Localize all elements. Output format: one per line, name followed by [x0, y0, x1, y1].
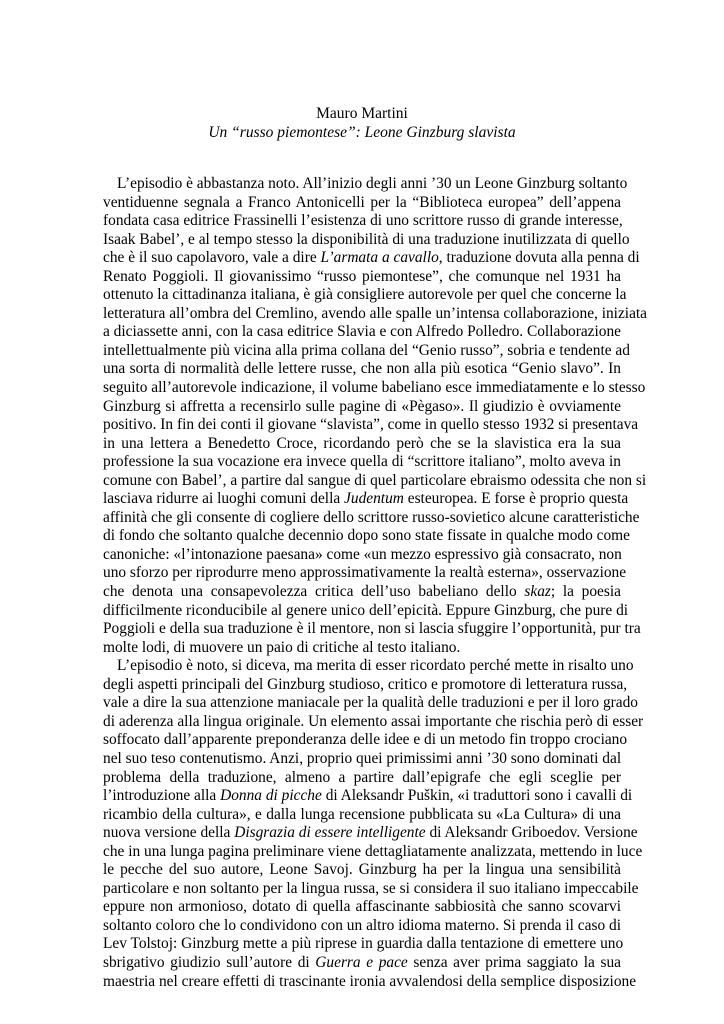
text-line	[103, 769, 621, 788]
text-line	[103, 212, 621, 231]
text-run: Poggioli e della sua traduzione è il mentore, non si lascia sfuggire l’opportunità, pur tra	[103, 620, 641, 638]
text-run: intellettualmente più vicina alla prima collana del “Genio russo”, sobria e tendente ad	[103, 341, 630, 359]
text-line	[103, 341, 630, 361]
text-line	[103, 194, 621, 213]
text-run: soffocato dall’apparente preponderanza delle idee e di un metodo fin troppo crociano	[103, 731, 628, 749]
text-run: eppure non armonioso, dotato di quella affascinante sabbiosità che sanno scovarvi	[103, 898, 621, 916]
text-run: lasciava ridurre ai luoghi comuni della	[103, 490, 345, 508]
text-run: uno sforzo per riprodurre meno approssimativamente la realtà esterna», osservazione	[103, 564, 627, 582]
text-line	[103, 972, 637, 992]
text-line	[103, 230, 630, 250]
text-line	[103, 806, 621, 825]
text-run: seguito all’autorevole indicazione, il volume babeliano esce immediatamente e lo stesso	[103, 379, 646, 397]
text-run: nel suo teso contenutismo. Anzi, proprio quei primissimi anni ’30 sono dominati dal	[103, 749, 622, 767]
text-line	[103, 249, 640, 268]
text-line	[103, 546, 621, 565]
text-line	[103, 657, 634, 676]
text-line	[103, 508, 640, 528]
text-run: Isaak Babel’, e al tempo stesso la disponibilità di una traduzione inutilizzata di quello	[103, 230, 630, 248]
text-run: comune con Babel’, a partire dal sangue di quel particolare ebraismo odessita che non si	[103, 471, 647, 489]
text-run: molte lodi, di muovere un paio di critiche al testo italiano.	[103, 638, 461, 656]
text-run: soltanto coloro che lo condividono con un altro idioma materno. Si prenda il caso di	[103, 916, 621, 934]
text-line	[103, 564, 627, 583]
text-line	[103, 712, 644, 732]
text-line	[103, 583, 621, 602]
text-line	[103, 527, 630, 546]
text-run: problema della traduzione, almeno a partire dall’epigrafe che egli sceglie per	[103, 768, 621, 786]
text-line	[103, 879, 639, 899]
text-line	[103, 935, 624, 954]
text-run: l’introduzione alla	[103, 787, 221, 805]
text-run: che denota una consapevolezza critica dell’uso babeliano dello	[103, 583, 525, 601]
italic-title: Judentum	[344, 490, 404, 508]
text-line	[103, 750, 621, 769]
text-run: , traduzione dovuta alla penna di	[438, 249, 640, 267]
text-line	[103, 861, 621, 880]
text-line	[103, 323, 621, 342]
text-line	[103, 601, 629, 621]
text-run: Lev Tolstoj: Ginzburg mette a più riprese in guardia dalla tentazione di emettere uno	[103, 935, 624, 953]
text-run: affinità che gli consente di cogliere dello scrittore russo-sovietico alcune caratteristiche	[103, 508, 640, 526]
text-run: L’episodio è abbastanza noto. All’inizio degli anni ’30 un Leone Ginzburg soltanto	[117, 175, 628, 192]
text-line	[103, 360, 621, 379]
text-run: ricambio della cultura», e dalla lunga recensione pubblicata su «La Cultura» di una	[103, 805, 621, 823]
text-run: esteuropea. E forse è proprio questa	[403, 490, 629, 508]
text-line	[103, 842, 643, 862]
text-line	[103, 175, 628, 194]
text-run: senza aver prima saggiato la sua	[407, 953, 621, 971]
text-line	[103, 898, 621, 917]
article-body	[103, 175, 648, 991]
text-line	[103, 304, 648, 324]
text-run: a diciassette anni, con la casa editrice Slavia e con Alfredo Polledro. Collaborazione	[103, 323, 621, 341]
text-line	[103, 435, 621, 454]
text-line	[103, 490, 629, 509]
text-run: positivo. In fin dei conti il giovane “slavista”, come in quello stesso 1932 si presentava	[103, 416, 639, 434]
text-run: ventiduenne segnala a Franco Antonicelli per la “Biblioteca europea” dell’appena	[103, 193, 621, 211]
italic-title: skaz	[524, 583, 551, 601]
text-run: vale a dire la sua attenzione maniacale per la qualità delle traduzioni e per il loro grado	[103, 694, 639, 712]
text-line	[103, 620, 641, 639]
text-run: professione la sua vocazione era invece quella di “scrittore italiano”, molto aveva in	[103, 453, 621, 471]
text-line	[103, 639, 621, 658]
text-run: Renato Poggioli. Il giovanissimo “russo piemontese”, che comunque nel 1931 ha	[103, 267, 621, 285]
text-run: nuova versione della	[103, 824, 235, 842]
text-line	[103, 917, 621, 936]
author-name: Mauro Martini	[316, 105, 408, 122]
text-run: maestria nel creare effetti di trascinante ironia avvalendosi della semplice disposizione	[103, 972, 637, 990]
text-line	[103, 268, 621, 287]
paragraph	[103, 175, 648, 657]
text-run: letteratura all’ombra del Cremlino, avendo alle spalle un’intensa collaborazione, iniziata	[103, 304, 648, 322]
italic-title: Guerra e pace	[315, 953, 408, 971]
text-line	[103, 286, 627, 305]
text-run: fondata casa editrice Frassinelli l’esistenza di uno scrittore russo di grande interesse,	[103, 212, 623, 230]
text-run: sbrigativo giudizio sull’autore di	[103, 953, 316, 971]
text-run: di Aleksandr Puškin, «i traduttori sono i cavalli di	[321, 787, 633, 805]
text-run: Ginzburg si affretta a recensirlo sulle pagine di «Pègaso». Il giudizio è ovviamente	[103, 397, 621, 415]
text-line	[103, 694, 639, 713]
text-line	[103, 471, 647, 491]
text-run: le pecche del suo autore, Leone Savoj. Ginzburg ha per la lingua una sensibilità	[103, 861, 621, 879]
text-run: in una lettera a Benedetto Croce, ricordando però che se la slavistica era la sua	[103, 434, 621, 452]
text-line	[103, 398, 621, 417]
text-run: ottenuto la cittadinanza italiana, è già consigliere autorevole per quel che concerne la	[103, 286, 627, 304]
italic-title: Donna di picche	[220, 787, 322, 805]
text-line	[103, 824, 638, 843]
text-run: difficilmente riconducibile al genere unico dell’epicità. Eppure Ginzburg, che pure di	[103, 601, 629, 619]
text-line	[103, 453, 621, 472]
text-line	[103, 379, 646, 398]
text-run: ; la poesia	[550, 583, 621, 601]
text-run: che è il suo capolavoro, vale a dire	[103, 249, 321, 267]
text-run: canoniche: «l’intonazione paesana» come «un mezzo espressivo già consacrato, non	[103, 545, 622, 563]
text-run: di aderenza alla lingua originale. Un elemento assai importante che rischia però di esser	[103, 712, 644, 730]
text-run: particolare e non soltanto per la lingua russa, se si considera il suo italiano impeccabile	[103, 879, 639, 897]
text-run: di Aleksandr Griboedov. Versione	[425, 824, 638, 842]
text-run: di fondo che soltanto qualche decennio dopo sono state fissate in qualche modo come	[103, 527, 630, 545]
text-line	[103, 416, 639, 435]
text-line	[103, 954, 621, 973]
italic-title: Disgrazia di essere intelligente	[234, 824, 426, 842]
text-run: che in una lunga pagina preliminare viene dettagliatamente analizzata, mettendo in luce	[103, 842, 643, 860]
text-line	[103, 731, 628, 750]
italic-title: L’armata a cavallo	[320, 249, 439, 267]
text-line	[103, 675, 628, 695]
text-run: degli aspetti principali del Ginzburg studioso, critico e promotore di letteratura russa,	[103, 675, 628, 693]
article-title: Un “russo piemontese”: Leone Ginzburg slavista	[208, 124, 516, 141]
text-run: una sorta di normalità delle lettere russe, che non alla più esotica “Genio slavo”. In	[103, 360, 621, 378]
text-line	[103, 787, 633, 806]
paragraph	[103, 657, 644, 991]
article-header	[0, 104, 724, 142]
text-run: L’episodio è noto, si diceva, ma merita di esser ricordato perché mette in risalto uno	[117, 657, 634, 675]
